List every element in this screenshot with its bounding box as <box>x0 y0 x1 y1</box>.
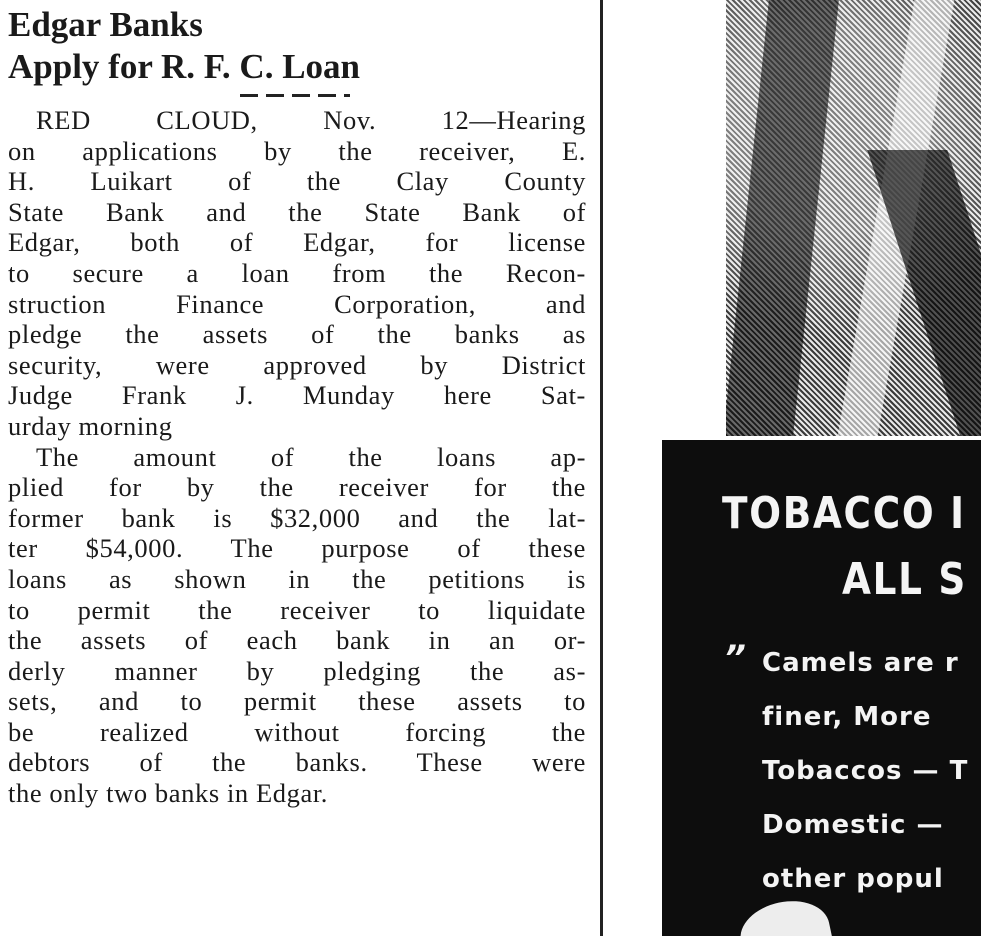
body-line: struction Finance Corporation, and <box>8 288 586 319</box>
body-line: plied for by the receiver for the <box>8 472 586 503</box>
body-line: the assets of each bank in an or- <box>8 625 586 656</box>
body-line: Judge Frank J. Munday here Sat- <box>8 380 586 411</box>
tobacco-advertisement <box>662 440 981 936</box>
article-headline <box>8 0 586 88</box>
ad-text-line: other popul <box>762 864 944 894</box>
ad-heading-line-1: TOBACCO I <box>722 488 966 539</box>
body-line: loans as shown in the petitions is <box>8 563 586 594</box>
body-line: urday morning <box>8 410 173 441</box>
article-paragraph-1 <box>8 105 586 442</box>
news-article <box>8 0 586 936</box>
article-paragraph-2 <box>8 442 586 809</box>
headline-divider <box>240 94 350 97</box>
body-line: former bank is $32,000 and the lat- <box>8 502 586 533</box>
photo-shadow <box>726 0 839 436</box>
ad-text-line: finer, More <box>762 702 932 732</box>
body-line: H. Luikart of the Clay County <box>8 166 586 197</box>
body-line: sets, and to permit these assets to <box>8 686 586 717</box>
ad-heading-line-2: ALL S <box>842 554 968 605</box>
column-rule <box>600 0 603 936</box>
headline-line-2: Apply for R. F. C. Loan <box>8 47 361 86</box>
body-line: State Bank and the State Bank of <box>8 196 586 227</box>
body-line: the only two banks in Edgar. <box>8 778 329 809</box>
halftone-photo <box>726 0 981 436</box>
body-line: ter $54,000. The purpose of these <box>8 533 586 564</box>
body-line: derly manner by pledging the as- <box>8 655 586 686</box>
body-line: pledge the assets of the banks as <box>8 319 586 350</box>
body-line: The amount of the loans ap- <box>36 441 586 472</box>
body-line: RED CLOUD, Nov. 12—Hearing <box>36 105 586 135</box>
ad-text-line: Tobaccos — T <box>762 756 969 786</box>
body-line: to secure a loan from the Recon- <box>8 257 586 288</box>
body-line: security, were approved by District <box>8 349 586 380</box>
body-line: on applications by the receiver, E. <box>8 135 586 166</box>
headline-line-1: Edgar Banks <box>8 5 203 44</box>
body-line: be realized without forcing the <box>8 716 586 747</box>
body-line: debtors of the banks. These were <box>8 747 586 778</box>
ad-text-line: Domestic — <box>762 810 944 840</box>
body-line: Edgar, both of Edgar, for license <box>8 227 586 258</box>
body-line: to permit the receiver to liquidate <box>8 594 586 625</box>
cigarette-pack-graphic <box>735 893 836 936</box>
ad-text-line: Camels are r <box>762 648 959 678</box>
quote-mark: ” <box>724 638 746 678</box>
